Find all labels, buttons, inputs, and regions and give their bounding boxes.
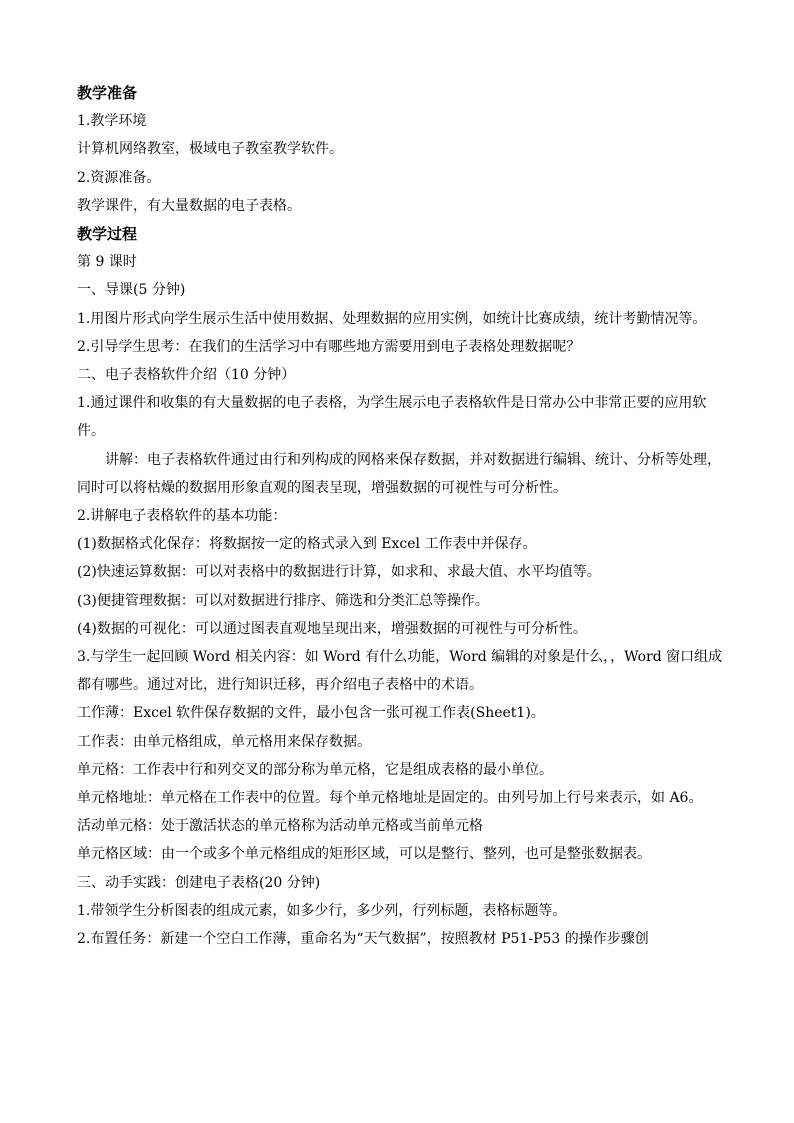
term-definition: 单元格地址：单元格在工作表中的位置。每个单元格地址是固定的。由列号加上行号来表示，如 A6。 (77, 790, 703, 807)
paragraph: 3.与学生一起回顾 Word 相关内容：如 Word 有什么功能，Word 编辑的对象是什么，，Word 窗口组成都有哪些。通过对比，进行知识迁移，再介绍电子表格中的术语。 (77, 649, 723, 694)
paragraph: 计算机网络教室，极域电子教室教学软件。 (77, 141, 343, 158)
list-item: (1)数据格式化保存：将数据按一定的格式录入到 Excel 工作表中并保存。 (77, 536, 537, 553)
subheading: 二、电子表格软件介绍（10 分钟） (77, 367, 296, 384)
paragraph: 1.教学环境 (77, 113, 147, 130)
list-item: (2)快速运算数据：可以对表格中的数据进行计算，如求和、求最大值、水平均值等。 (77, 564, 601, 581)
paragraph: 2.引导学生思考：在我们的生活学习中有哪些地方需要用到电子表格处理数据呢？ (77, 338, 581, 355)
paragraph: 1.通过课件和收集的有大量数据的电子表格，为学生展示电子表格软件是日常办公中非常正要的应用软件。 (77, 395, 707, 440)
paragraph: 2.讲解电子表格软件的基本功能： (77, 508, 287, 525)
term-definition: 单元格：工作表中行和列交叉的部分称为单元格，它是组成表格的最小单位。 (77, 761, 553, 778)
term-definition: 单元格区域：由一个或多个单元格组成的矩形区域，可以是整行、整列，也可是整张数据表。 (77, 846, 651, 863)
section-heading-prep: 教学准备 (77, 84, 138, 102)
paragraph: 2.资源准备。 (77, 169, 161, 186)
paragraph: 1.带领学生分析图表的组成元素，如多少行，多少列，行列标题，表格标题等。 (77, 902, 567, 919)
paragraph: 1.用图片形式向学生展示生活中使用数据、处理数据的应用实例，如统计比赛成绩，统计考勤情况等。 (77, 310, 707, 327)
section-heading-process: 教学过程 (77, 225, 138, 244)
term-definition: 活动单元格：处于激活状态的单元格称为活动单元格或当前单元格 (77, 818, 483, 835)
paragraph: 教学课件，有大量数据的电子表格。 (77, 197, 301, 214)
lesson-label: 第 9 课时 (77, 254, 137, 271)
paragraph: 讲解：电子表格软件通过由行和列构成的网格来保存数据，并对数据进行编辑、统计、分析等处理，同时可以将枯燥的数据用形象直观的图表呈现，增强数据的可视性与可分析性。 (77, 451, 721, 496)
term-definition: 工作薄：Excel 软件保存数据的文件，最小包含一张可视工作表(Sheet1)。 (77, 705, 545, 722)
subheading: 一、导课(5 分钟) (77, 282, 186, 299)
subheading: 三、动手实践：创建电子表格(20 分钟) (77, 874, 321, 891)
list-item: (3)便捷管理数据：可以对数据进行排序、筛选和分类汇总等操作。 (77, 592, 489, 609)
paragraph: 2.布置任务：新建一个空白工作薄，重命名为“天气数据”，按照教材 P51-P53 的操作步骤创 (77, 931, 649, 948)
list-item: (4)数据的可视化：可以通过图表直观地呈现出来，增强数据的可视性与可分析性。 (77, 620, 587, 637)
term-definition: 工作表：由单元格组成，单元格用来保存数据。 (77, 733, 371, 750)
